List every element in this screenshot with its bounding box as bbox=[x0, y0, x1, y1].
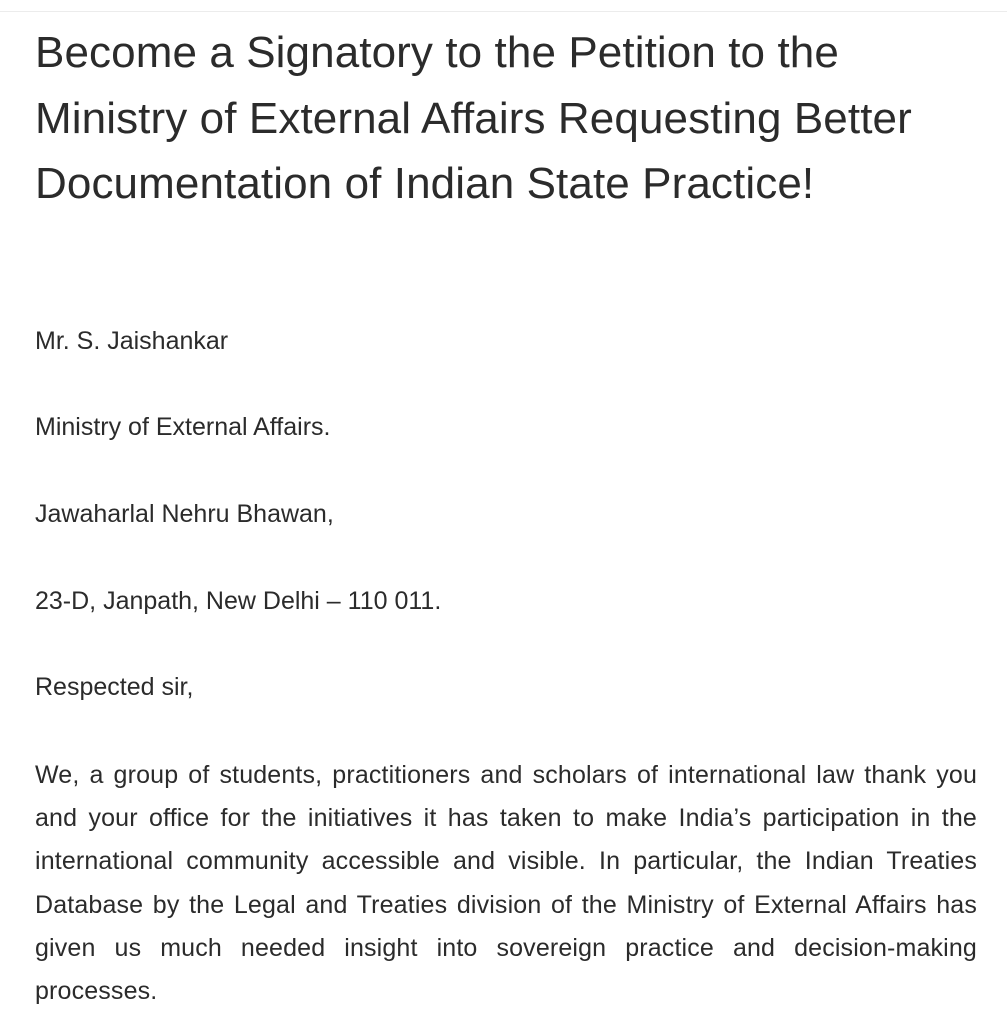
petition-article bbox=[35, 20, 977, 1006]
body-paragraph: We, a group of students, practitioners and scholars of international law thank you and your office for the initiatives it has taken to make India’s participation in the international community accessible and visible. In particular, the Indian Treaties Database by the Legal and Treaties division of the Ministry of External Affairs has given us much needed insight into sovereign practice and decision-making processes. bbox=[35, 761, 977, 1006]
page-title: Become a Signatory to the Petition to the Ministry of External Affairs Requesting Better Documentation of Indian State Practice! bbox=[35, 28, 912, 208]
addressee-ministry: Ministry of External Affairs. bbox=[35, 413, 331, 441]
salutation: Respected sir, bbox=[35, 673, 194, 701]
addressee-name: Mr. S. Jaishankar bbox=[35, 327, 229, 355]
addressee-street: 23-D, Janpath, New Delhi – 110 011. bbox=[35, 587, 442, 615]
addressee-building: Jawaharlal Nehru Bhawan, bbox=[35, 500, 334, 528]
header-divider bbox=[0, 11, 1007, 12]
